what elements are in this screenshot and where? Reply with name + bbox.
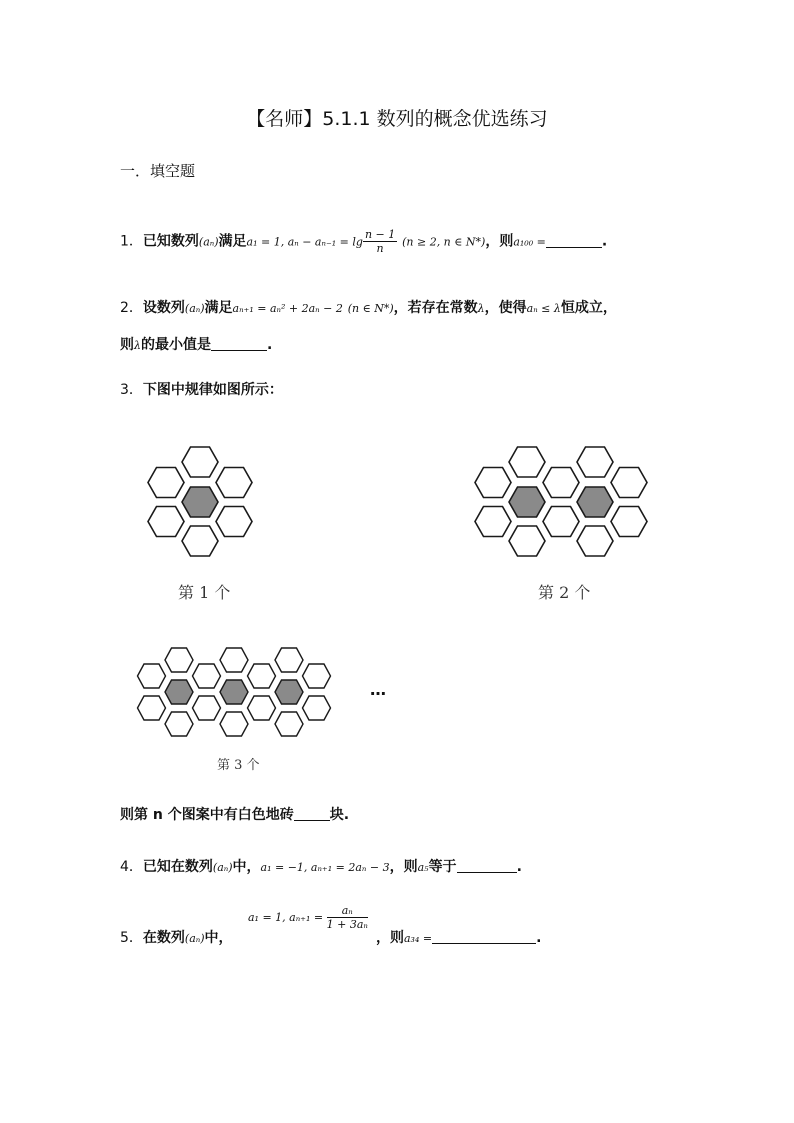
hex-tile-white [148,468,184,498]
question-4 [120,857,522,878]
hex-tile-white [220,648,248,672]
hex-tile-gray [275,680,303,704]
q1-domain: (n ≥ 2, n ∈ N*) [402,235,486,249]
hex-tile-white [248,696,276,720]
q1-sequence: (aₙ) [198,235,219,249]
q5-end: . [536,930,542,946]
q2-domain: (n ∈ N*) [347,302,394,315]
hex-tile-white [577,447,613,477]
q1-target: a₁₀₀ = [513,235,546,249]
q4-sequence: (aₙ) [212,861,233,874]
question-5 [120,928,233,949]
page-title: 【名师】5.1.1 数列的概念优选练习 [246,108,548,130]
hex-tile-gray [509,487,545,517]
q4-text-2: 中， [232,859,261,875]
q2-answer-blank [211,338,267,351]
q5-sequence: (aₙ) [184,932,205,945]
q1-condition: a₁ = 1, aₙ − aₙ₋₁ = lg [246,235,363,249]
q5-answer-blank [432,931,536,944]
q5-text-2: 中， [204,930,233,946]
q3-text: 下图中规律如图所示： [142,382,283,398]
hex-tile-white [220,712,248,736]
hex-tile-gray [577,487,613,517]
hex-tile-white [577,526,613,556]
hex-tile-gray [165,680,193,704]
q2-condition: aₙ₊₁ = aₙ² + 2aₙ − 2 [232,302,343,315]
q4-text-4: 等于 [428,859,457,875]
q5-condition: a₁ = 1, aₙ₊₁ = [248,911,324,924]
q1-end: . [601,233,608,250]
question-2-number: 2． [120,300,143,316]
q4-condition: a₁ = −1, aₙ₊₁ = 2aₙ − 3 [260,861,390,874]
q2-end: . [266,337,273,353]
hex-tile-gray [220,680,248,704]
hex-tile-white [138,664,166,688]
q2-line2-text-a: 则 [120,337,134,353]
q1-fraction [363,228,397,255]
q4-text-3: ，则 [389,859,418,875]
q4-target: a₅ [417,861,429,874]
q2-inequality: aₙ ≤ λ [526,302,561,315]
hex-tile-white [475,507,511,537]
figure-2-caption: 第 2 个 [538,583,591,602]
hex-tile-white [611,507,647,537]
q4-end: . [516,859,522,875]
q2-lambda-2: λ [134,339,141,352]
hexagon-figure-2 [470,440,660,565]
hex-tile-white [138,696,166,720]
hex-tile-white [193,664,221,688]
q2-text-1: 设数列 [142,300,185,316]
q4-answer-blank [457,860,517,873]
q1-answer-blank [546,235,602,248]
hex-tile-white [248,664,276,688]
hexagon-figure-3 [130,640,340,740]
q5-formula [248,904,368,931]
q5-frac-denominator: 1 + 3aₙ [326,918,368,931]
q1-text-2: 满足 [218,233,247,250]
question-1 [120,228,607,255]
hex-tile-white [148,507,184,537]
continuation-ellipsis: … [370,680,386,699]
q2-lambda: λ [477,302,485,315]
q1-text-3: ，则 [485,233,514,250]
q5-target: a₃₄ = [404,932,433,945]
q1-text-1: 已知数列 [142,233,199,250]
figure-3-caption: 第 3 个 [217,758,260,773]
hex-tile-white [275,648,303,672]
q2-text-4: ，使得 [484,300,527,316]
hex-tile-white [509,447,545,477]
question-5-tail [376,928,541,949]
question-4-number: 4． [120,859,143,875]
q5-text-3: ，则 [376,930,404,946]
question-3-answer-line [120,805,349,825]
question-2-line-2 [120,335,272,356]
section-heading: 一．填空题 [120,162,196,180]
hex-tile-gray [182,487,218,517]
figure-1-caption: 第 1 个 [178,583,231,602]
question-3 [120,380,283,400]
q3-answer-text-b: 块. [329,807,350,823]
q3-answer-blank [294,808,330,821]
hex-tile-white [165,648,193,672]
q5-text-1: 在数列 [142,930,185,946]
q2-text-3: ，若存在常数 [393,300,478,316]
hex-tile-white [543,507,579,537]
hex-tile-white [543,468,579,498]
question-2 [120,298,617,319]
question-5-number: 5． [120,930,143,946]
hex-tile-white [509,526,545,556]
hex-tile-white [182,447,218,477]
q2-text-2: 满足 [204,300,233,316]
hex-tile-white [193,696,221,720]
hex-tile-white [303,696,331,720]
q1-frac-denominator: n [376,242,384,255]
question-3-number: 3． [120,382,143,398]
hex-tile-white [303,664,331,688]
hex-tile-white [216,507,252,537]
hex-tile-white [475,468,511,498]
q3-answer-text-a: 则第 n 个图案中有白色地砖 [120,807,294,823]
hex-tile-white [165,712,193,736]
q5-frac-numerator: aₙ [327,904,368,918]
q2-sequence: (aₙ) [184,302,205,315]
q4-text-1: 已知在数列 [142,859,213,875]
q1-frac-numerator: n − 1 [364,228,396,241]
q5-fraction [327,904,368,931]
hex-tile-white [275,712,303,736]
hex-tile-white [182,526,218,556]
q2-line2-text-b: 的最小值是 [140,337,211,353]
hex-tile-white [611,468,647,498]
hex-tile-white [216,468,252,498]
hexagon-figure-1 [140,440,270,565]
q2-text-5: 恒成立， [560,300,617,316]
question-1-number: 1． [120,233,143,250]
